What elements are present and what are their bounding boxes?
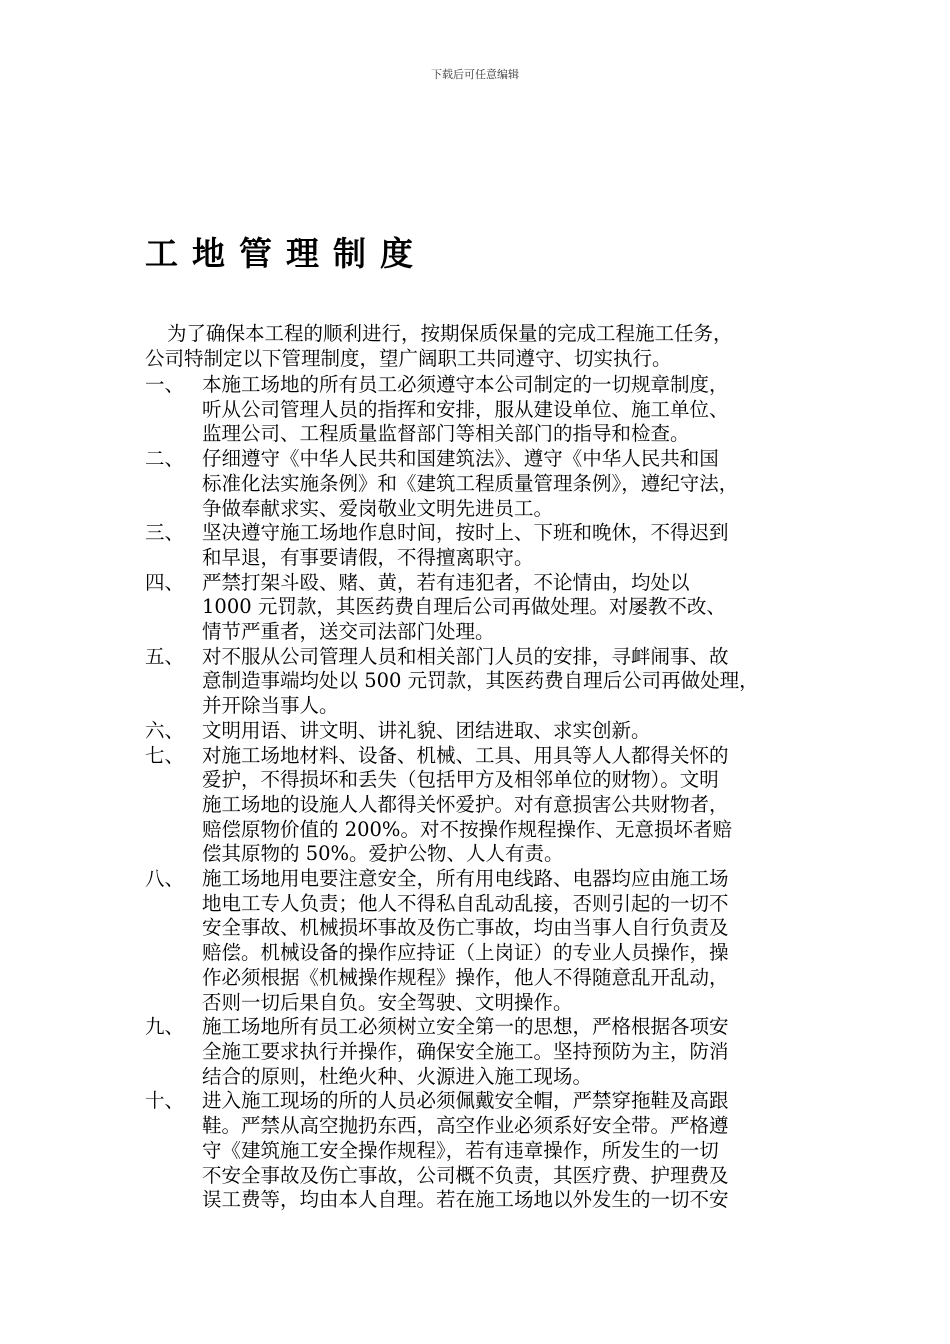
article-number: 四、 <box>145 570 185 594</box>
article-number: 八、 <box>145 867 185 891</box>
article-number: 九、 <box>145 1015 185 1039</box>
article-list <box>145 373 825 1213</box>
intro-line: 为了确保本工程的顺利进行，按期保质保量的完成工程施工任务， <box>167 322 733 345</box>
intro-paragraph <box>145 322 825 371</box>
article-number: 七、 <box>145 743 185 767</box>
article-line: 施工场地用电要注意安全，所有用电线路、电器均应由施工场 <box>202 867 729 891</box>
article-line: 对不服从公司管理人员和相关部门人员的安排，寻衅闹事、故 <box>202 644 729 668</box>
article-line: 全施工要求执行并操作，确保安全施工。坚持预防为主，防消 <box>202 1039 729 1063</box>
article-line: 安全事故、机械损坏事故及伤亡事故，均由当事人自行负责及 <box>202 916 729 940</box>
article-item <box>145 719 825 744</box>
article-line: 仔细遵守《中华人民共和国建筑法》、遵守《中华人民共和国 <box>202 447 719 471</box>
article-line: 1000 元罚款，其医药费自理后公司再做处理。对屡教不改、 <box>202 595 726 619</box>
article-number: 十、 <box>145 1089 185 1113</box>
article-line: 情节严重者，送交司法部门处理。 <box>202 620 495 644</box>
article-line: 标准化法实施条例》和《建筑工程质量管理条例》，遵纪守法， <box>202 471 739 495</box>
article-number: 二、 <box>145 447 185 471</box>
intro-line: 公司特制定以下管理制度，望广阔职工共同遵守、切实执行。 <box>145 346 672 370</box>
article-item <box>145 645 825 719</box>
article-line: 施工场地的设施人人都得关怀爱护。对有意损害公共财物者， <box>202 792 729 816</box>
article-line: 赔偿。机械设备的操作应持证（上岗证）的专业人员操作，操 <box>202 941 729 965</box>
article-line: 并开除当事人。 <box>202 694 339 718</box>
article-number: 六、 <box>145 718 185 742</box>
article-line: 地电工专人负责；他人不得私自乱动乱接，否则引起的一切不 <box>202 891 729 915</box>
article-item <box>145 1015 825 1089</box>
article-line: 误工费等，均由本人自理。若在施工场地以外发生的一切不安 <box>202 1188 729 1212</box>
article-item <box>145 447 825 521</box>
article-line: 赔偿原物价值的 200%。对不按操作规程操作、无意损坏者赔 <box>202 817 732 841</box>
article-line: 偿其原物的 50%。爱护公物、人人有责。 <box>202 842 564 866</box>
article-line: 作必须根据《机械操作规程》操作，他人不得随意乱开乱动， <box>202 965 729 989</box>
article-item <box>145 1089 825 1213</box>
article-number: 五、 <box>145 644 185 668</box>
article-item <box>145 521 825 570</box>
article-line: 鞋。严禁从高空抛扔东西，高空作业必须系好安全带。严格遵 <box>202 1114 729 1138</box>
article-line: 本施工场地的所有员工必须遵守本公司制定的一切规章制度， <box>202 373 729 396</box>
article-item <box>145 373 825 447</box>
article-line: 意制造事端均处以 500 元罚款，其医药费自理后公司再做处理， <box>202 669 759 693</box>
article-line: 争做奉献求实、爱岗敬业文明先进员工。 <box>202 496 554 520</box>
article-item <box>145 744 825 868</box>
article-line: 严禁打架斗殴、赌、黄，若有违犯者，不论情由，均处以 <box>202 570 690 594</box>
article-line: 监理公司、工程质量监督部门等相关部门的指导和检查。 <box>202 422 690 446</box>
article-line: 不安全事故及伤亡事故，公司概不负责，其医疗费、护理费及 <box>202 1163 729 1187</box>
article-line: 和早退，有事要请假，不得擅离职守。 <box>202 545 534 569</box>
article-line: 对施工场地材料、设备、机械、工具、用具等人人都得关怀的 <box>202 743 729 767</box>
article-line: 文明用语、讲文明、讲礼貌、团结进取、求实创新。 <box>202 718 651 742</box>
article-line: 施工场地所有员工必须树立安全第一的思想，严格根据各项安 <box>202 1015 729 1039</box>
article-line: 守《建筑施工安全操作规程》，若有违章操作，所发生的一切 <box>202 1138 719 1162</box>
article-line: 否则一切后果自负。安全驾驶、文明操作。 <box>202 990 573 1014</box>
article-line: 爱护，不得损坏和丢失（包括甲方及相邻单位的财物）。文明 <box>202 768 719 792</box>
article-line: 结合的原则，杜绝火种、火源进入施工现场。 <box>202 1064 593 1088</box>
article-item <box>145 571 825 645</box>
article-number: 一、 <box>145 373 185 396</box>
article-line: 进入施工现场的所的人员必须佩戴安全帽，严禁穿拖鞋及高跟 <box>202 1089 729 1113</box>
article-line: 听从公司管理人员的指挥和安排，服从建设单位、施工单位、 <box>202 397 729 421</box>
document-title: 工地管理制度 <box>145 234 427 273</box>
page-header-note: 下载后可任意编辑 <box>431 68 519 81</box>
article-number: 三、 <box>145 521 185 545</box>
article-line: 坚决遵守施工场地作息时间，按时上、下班和晚休，不得迟到 <box>202 521 729 545</box>
article-item <box>145 867 825 1015</box>
